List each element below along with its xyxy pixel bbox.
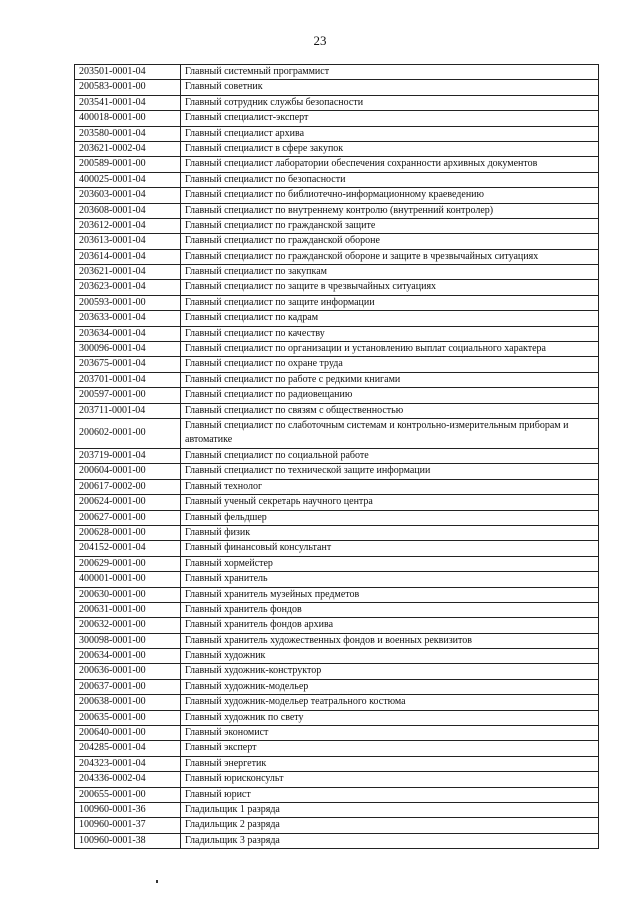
table-row bbox=[75, 695, 599, 710]
position-code: 200627-0001-00 bbox=[75, 510, 181, 525]
position-code: 100960-0001-36 bbox=[75, 802, 181, 817]
position-code: 200617-0002-00 bbox=[75, 479, 181, 494]
position-code: 100960-0001-38 bbox=[75, 833, 181, 848]
table-row bbox=[75, 126, 599, 141]
positions-table-body bbox=[75, 65, 599, 849]
position-code: 200636-0001-00 bbox=[75, 664, 181, 679]
position-title: Главный технолог bbox=[181, 479, 599, 494]
position-title: Главный специалист по гражданской обороне bbox=[181, 234, 599, 249]
position-title: Гладильщик 1 разряда bbox=[181, 802, 599, 817]
position-code: 300096-0001-04 bbox=[75, 342, 181, 357]
table-row bbox=[75, 218, 599, 233]
position-title: Главный специалист по социальной работе bbox=[181, 448, 599, 463]
position-code: 200637-0001-00 bbox=[75, 679, 181, 694]
table-row bbox=[75, 95, 599, 110]
position-code: 203621-0002-04 bbox=[75, 141, 181, 156]
position-title: Главный хранитель фондов bbox=[181, 602, 599, 617]
table-row bbox=[75, 388, 599, 403]
position-code: 200632-0001-00 bbox=[75, 618, 181, 633]
position-code: 203633-0001-04 bbox=[75, 311, 181, 326]
position-code: 203634-0001-04 bbox=[75, 326, 181, 341]
position-title: Главный эксперт bbox=[181, 741, 599, 756]
position-title: Главный хранитель музейных предметов bbox=[181, 587, 599, 602]
position-code: 203541-0001-04 bbox=[75, 95, 181, 110]
position-title: Главный специалист по качеству bbox=[181, 326, 599, 341]
position-title: Главный юрист bbox=[181, 787, 599, 802]
position-title: Главный специалист по организации и установлению выплат социального характера bbox=[181, 342, 599, 357]
position-title: Главный специалист по внутреннему контролю (внутренний контролер) bbox=[181, 203, 599, 218]
position-code: 203621-0001-04 bbox=[75, 265, 181, 280]
table-row bbox=[75, 265, 599, 280]
position-title: Главный сотрудник службы безопасности bbox=[181, 95, 599, 110]
table-row bbox=[75, 510, 599, 525]
position-title: Главный специалист по технической защите информации bbox=[181, 464, 599, 479]
position-title: Главный специалист по гражданской обороне и защите в чрезвычайных ситуациях bbox=[181, 249, 599, 264]
table-row bbox=[75, 280, 599, 295]
table-row bbox=[75, 311, 599, 326]
position-code: 200630-0001-00 bbox=[75, 587, 181, 602]
position-code: 203608-0001-04 bbox=[75, 203, 181, 218]
position-code: 204285-0001-04 bbox=[75, 741, 181, 756]
table-row bbox=[75, 649, 599, 664]
table-row bbox=[75, 495, 599, 510]
position-title: Главный хранитель фондов архива bbox=[181, 618, 599, 633]
position-code: 200629-0001-00 bbox=[75, 556, 181, 571]
position-title: Главный специалист по гражданской защите bbox=[181, 218, 599, 233]
position-code: 200593-0001-00 bbox=[75, 295, 181, 310]
position-code: 203719-0001-04 bbox=[75, 448, 181, 463]
table-row bbox=[75, 448, 599, 463]
page-number: 23 bbox=[313, 33, 327, 48]
position-code: 203613-0001-04 bbox=[75, 234, 181, 249]
table-row bbox=[75, 418, 599, 448]
position-code: 300098-0001-00 bbox=[75, 633, 181, 648]
position-code: 203701-0001-04 bbox=[75, 372, 181, 387]
position-code: 204152-0001-04 bbox=[75, 541, 181, 556]
table-row bbox=[75, 295, 599, 310]
table-row bbox=[75, 587, 599, 602]
position-code: 200655-0001-00 bbox=[75, 787, 181, 802]
table-row bbox=[75, 726, 599, 741]
position-code: 100960-0001-37 bbox=[75, 818, 181, 833]
table-row bbox=[75, 756, 599, 771]
table-row bbox=[75, 787, 599, 802]
position-title: Главный энергетик bbox=[181, 756, 599, 771]
table-row bbox=[75, 111, 599, 126]
position-code: 200640-0001-00 bbox=[75, 726, 181, 741]
position-title: Главный системный программист bbox=[181, 65, 599, 80]
position-title: Главный специалист по охране труда bbox=[181, 357, 599, 372]
position-title: Главный специалист по защите информации bbox=[181, 295, 599, 310]
stray-mark bbox=[156, 880, 158, 883]
table-row bbox=[75, 80, 599, 95]
table-row bbox=[75, 342, 599, 357]
table-row bbox=[75, 157, 599, 172]
position-title: Главный специалист по радиовещанию bbox=[181, 388, 599, 403]
position-title: Главный специалист в сфере закупок bbox=[181, 141, 599, 156]
position-code: 203580-0001-04 bbox=[75, 126, 181, 141]
table-row bbox=[75, 602, 599, 617]
position-code: 200631-0001-00 bbox=[75, 602, 181, 617]
position-title: Главный специалист-эксперт bbox=[181, 111, 599, 126]
position-title: Главный художник-конструктор bbox=[181, 664, 599, 679]
position-code: 400001-0001-00 bbox=[75, 572, 181, 587]
table-row bbox=[75, 525, 599, 540]
table-row bbox=[75, 556, 599, 571]
table-row bbox=[75, 818, 599, 833]
position-code: 203612-0001-04 bbox=[75, 218, 181, 233]
position-code: 200624-0001-00 bbox=[75, 495, 181, 510]
table-row bbox=[75, 326, 599, 341]
table-row bbox=[75, 249, 599, 264]
position-code: 203623-0001-04 bbox=[75, 280, 181, 295]
position-title: Главный специалист по защите в чрезвычайных ситуациях bbox=[181, 280, 599, 295]
table-row bbox=[75, 234, 599, 249]
table-row bbox=[75, 172, 599, 187]
table-row bbox=[75, 203, 599, 218]
position-code: 400018-0001-00 bbox=[75, 111, 181, 126]
table-row bbox=[75, 664, 599, 679]
position-title: Главный специалист по закупкам bbox=[181, 265, 599, 280]
table-row bbox=[75, 710, 599, 725]
position-title: Главный специалист по библиотечно-информационному краеведению bbox=[181, 188, 599, 203]
position-title: Главный финансовый консультант bbox=[181, 541, 599, 556]
table-row bbox=[75, 403, 599, 418]
table-row bbox=[75, 741, 599, 756]
position-code: 203501-0001-04 bbox=[75, 65, 181, 80]
table-row bbox=[75, 65, 599, 80]
table-row bbox=[75, 188, 599, 203]
position-title: Главный художник-модельер bbox=[181, 679, 599, 694]
position-title: Главный специалист лаборатории обеспечения сохранности архивных документов bbox=[181, 157, 599, 172]
position-code: 200602-0001-00 bbox=[75, 418, 181, 448]
table-row bbox=[75, 479, 599, 494]
position-code: 203614-0001-04 bbox=[75, 249, 181, 264]
position-title: Главный хранитель bbox=[181, 572, 599, 587]
position-code: 200589-0001-00 bbox=[75, 157, 181, 172]
table-row bbox=[75, 833, 599, 848]
position-title: Главный специалист архива bbox=[181, 126, 599, 141]
position-title: Главный художник bbox=[181, 649, 599, 664]
position-code: 203675-0001-04 bbox=[75, 357, 181, 372]
position-title: Главный специалист по связям с общественностью bbox=[181, 403, 599, 418]
position-title: Главный специалист по кадрам bbox=[181, 311, 599, 326]
position-code: 200635-0001-00 bbox=[75, 710, 181, 725]
position-title: Главный специалист по работе с редкими книгами bbox=[181, 372, 599, 387]
position-code: 200634-0001-00 bbox=[75, 649, 181, 664]
position-code: 200628-0001-00 bbox=[75, 525, 181, 540]
position-title: Главный фельдшер bbox=[181, 510, 599, 525]
table-row bbox=[75, 357, 599, 372]
table-row bbox=[75, 633, 599, 648]
position-title: Главный художник-модельер театрального костюма bbox=[181, 695, 599, 710]
position-code: 200583-0001-00 bbox=[75, 80, 181, 95]
position-title: Главный юрисконсульт bbox=[181, 772, 599, 787]
table-row bbox=[75, 541, 599, 556]
position-code: 200604-0001-00 bbox=[75, 464, 181, 479]
position-code: 200638-0001-00 bbox=[75, 695, 181, 710]
table-row bbox=[75, 141, 599, 156]
position-title: Гладильщик 2 разряда bbox=[181, 818, 599, 833]
position-title: Главный хормейстер bbox=[181, 556, 599, 571]
table-row bbox=[75, 772, 599, 787]
position-title: Главный экономист bbox=[181, 726, 599, 741]
positions-table bbox=[74, 64, 599, 849]
table-row bbox=[75, 802, 599, 817]
position-code: 203711-0001-04 bbox=[75, 403, 181, 418]
position-title: Главный специалист по безопасности bbox=[181, 172, 599, 187]
position-title: Главный физик bbox=[181, 525, 599, 540]
table-row bbox=[75, 572, 599, 587]
table-row bbox=[75, 679, 599, 694]
position-code: 204323-0001-04 bbox=[75, 756, 181, 771]
position-title: Главный ученый секретарь научного центра bbox=[181, 495, 599, 510]
position-title: Главный специалист по слаботочным системам и контрольно-измерительным приборам и автоматике bbox=[181, 418, 599, 448]
position-title: Главный хранитель художественных фондов и военных реквизитов bbox=[181, 633, 599, 648]
position-code: 203603-0001-04 bbox=[75, 188, 181, 203]
table-row bbox=[75, 464, 599, 479]
position-title: Гладильщик 3 разряда bbox=[181, 833, 599, 848]
position-code: 200597-0001-00 bbox=[75, 388, 181, 403]
position-code: 400025-0001-04 bbox=[75, 172, 181, 187]
position-code: 204336-0002-04 bbox=[75, 772, 181, 787]
table-row bbox=[75, 372, 599, 387]
table-row bbox=[75, 618, 599, 633]
position-title: Главный художник по свету bbox=[181, 710, 599, 725]
position-title: Главный советник bbox=[181, 80, 599, 95]
